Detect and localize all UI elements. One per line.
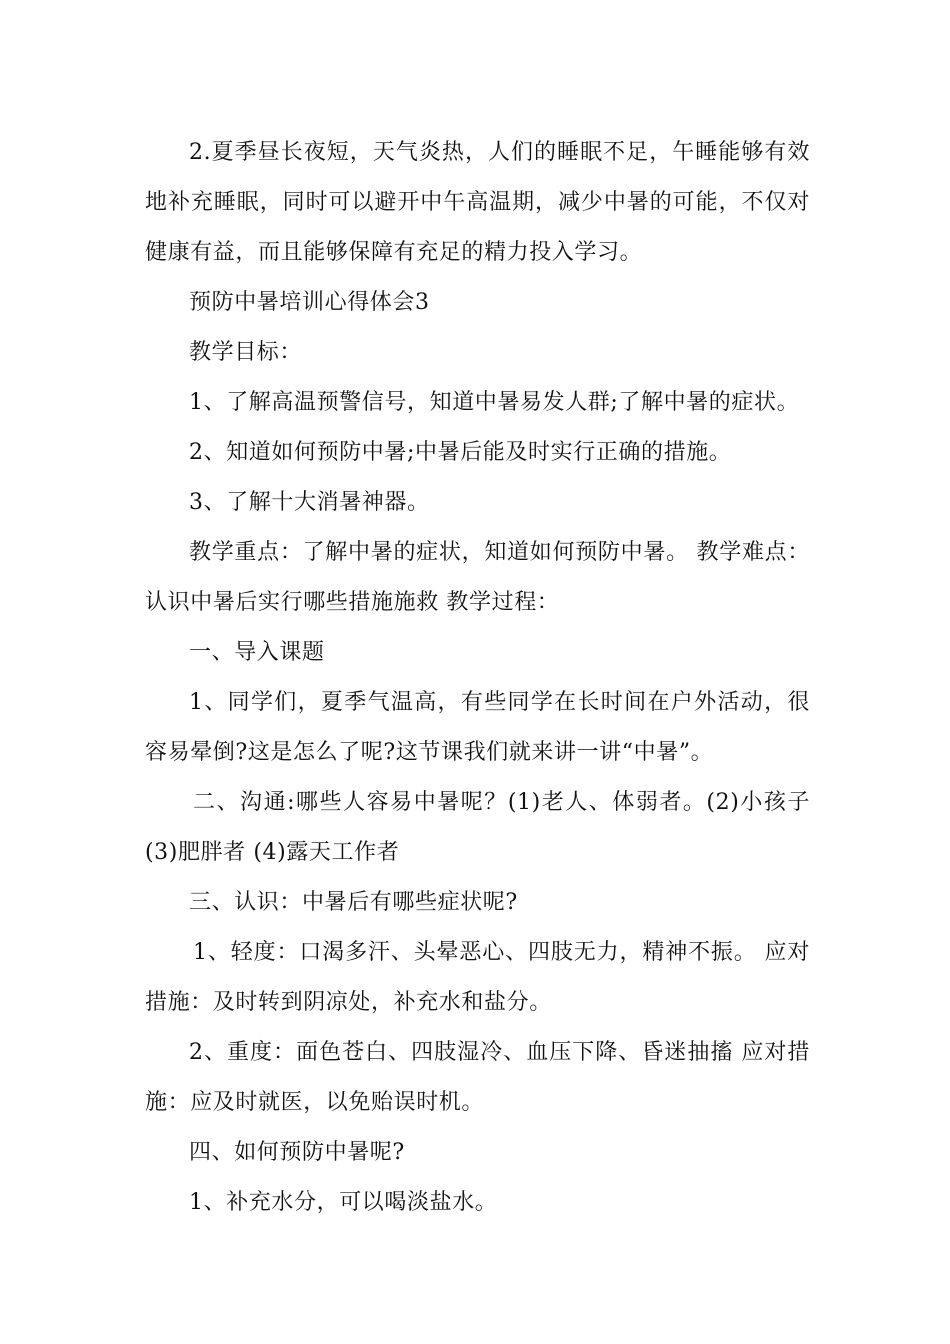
goal-item-2: 2、知道如何预防中暑;中暑后能及时实行正确的措施。 xyxy=(189,440,732,465)
section-heading-symptoms: 三、认识：中暑后有哪些症状呢? xyxy=(189,890,518,915)
section-heading-intro: 一、导入课题 xyxy=(189,640,325,665)
section-heading-prevention: 四、如何预防中暑呢? xyxy=(189,1140,405,1165)
document-body xyxy=(145,128,810,1228)
mild-symptoms-paragraph: 1、轻度：口渴多汗、头晕恶心、四肢无力，精神不振。 应对措施：及时转到阴凉处，补充水和盐分。 xyxy=(145,940,810,1015)
goal-item-3: 3、了解十大消暑神器。 xyxy=(189,490,430,515)
goal-item-1: 1、了解高温预警信号，知道中暑易发人群;了解中暑的症状。 xyxy=(189,390,800,415)
communication-paragraph: 二、沟通:哪些人容易中暑呢？(1)老人、体弱者。(2)小孩子(3)肥胖者 (4)露天工作者 xyxy=(145,790,810,865)
teaching-focus-paragraph: 教学重点：了解中暑的症状，知道如何预防中暑。 教学难点：认识中暑后实行哪些措施施救 教学过程： xyxy=(145,540,810,615)
intro-paragraph: 1、同学们，夏季气温高，有些同学在长时间在户外活动，很容易晕倒?这是怎么了呢?这节课我们就来讲一讲“中暑”。 xyxy=(145,690,810,765)
section-title: 预防中暑培训心得体会3 xyxy=(189,290,430,315)
paragraph-nap-benefits: 2.夏季昼长夜短，天气炎热，人们的睡眠不足，午睡能够有效地补充睡眠，同时可以避开中午高温期，减少中暑的可能，不仅对健康有益，而且能够保障有充足的精力投入学习。 xyxy=(145,140,810,265)
prevention-item-1: 1、补充水分，可以喝淡盐水。 xyxy=(189,1190,498,1215)
severe-symptoms-paragraph: 2、重度：面色苍白、四肢湿冷、血压下降、昏迷抽搐 应对措施：应及时就医，以免贻误时机。 xyxy=(145,1040,810,1115)
teaching-goals-heading: 教学目标： xyxy=(189,340,303,365)
